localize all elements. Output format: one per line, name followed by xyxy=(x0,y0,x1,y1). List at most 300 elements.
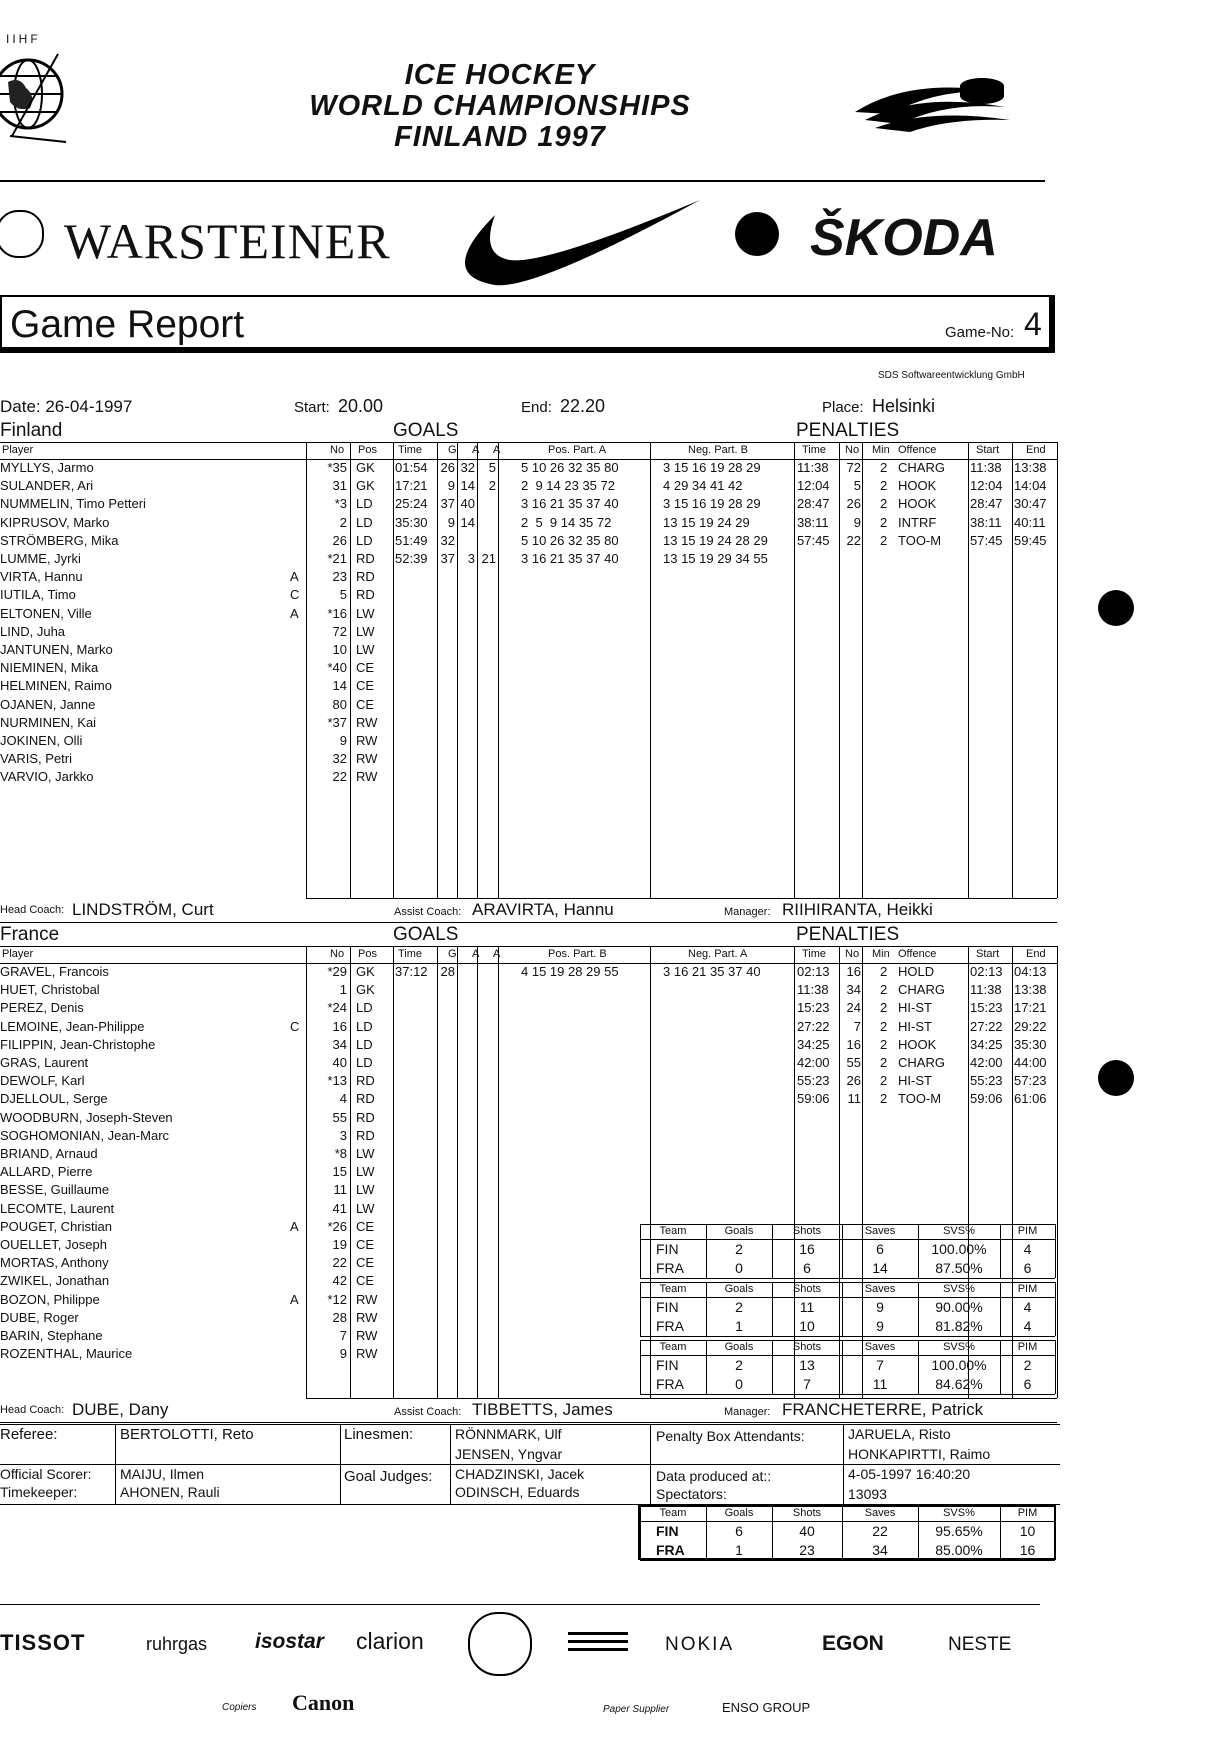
pen-no-col-header: No xyxy=(845,948,860,960)
player-position: LD xyxy=(356,1036,373,1052)
stats-cell: 0 xyxy=(735,1260,743,1276)
penalty-offence: HI-ST xyxy=(898,1000,932,1016)
stats-cell: FIN xyxy=(656,1357,679,1373)
stats-header-cell: Saves xyxy=(864,1507,896,1519)
stats-rule xyxy=(640,1224,1055,1225)
player-number: 3 xyxy=(339,1127,347,1143)
stats-cell: 11 xyxy=(872,1376,888,1392)
stats-header-cell: Saves xyxy=(864,1283,896,1295)
player-position: RD xyxy=(356,1109,375,1125)
player-name: VARIS, Petri xyxy=(0,751,73,767)
player-number: 19 xyxy=(332,1237,347,1252)
player-position: RW xyxy=(356,1346,378,1362)
stats-cell: 23 xyxy=(799,1542,815,1558)
player-name: MYLLYS, Jarmo xyxy=(0,460,94,475)
pos-part-b-header: Pos. Part. B xyxy=(548,948,607,960)
stats-col-divider xyxy=(640,1282,641,1336)
sponsor-isostar: isostar xyxy=(255,1630,324,1653)
penalty-player-no: 72 xyxy=(846,460,861,475)
stats-cell: 16 xyxy=(1019,1542,1036,1558)
player-captain-mark: A xyxy=(290,1218,299,1234)
stats-cell: 13 xyxy=(799,1357,815,1373)
stats-cell: 10 xyxy=(799,1318,815,1334)
section-bottom-rule xyxy=(306,1398,1057,1399)
goal-scorer: 26 xyxy=(440,460,455,475)
player-number: 72 xyxy=(332,623,347,639)
player-number: *29 xyxy=(327,964,347,979)
player-name: OJANEN, Janne xyxy=(0,696,96,712)
penalty-start: 55:23 xyxy=(970,1073,1003,1089)
stats-cell: 2 xyxy=(735,1299,743,1315)
neg-part-a-header: Neg. Part. A xyxy=(688,948,748,960)
column-divider xyxy=(968,442,969,898)
player-number: *21 xyxy=(327,551,347,566)
referee-name: BERTOLOTTI, Reto xyxy=(120,1426,254,1443)
punch-hole-icon xyxy=(1098,1060,1134,1096)
stats-rule xyxy=(640,1340,1055,1341)
penalty-offence: HOOK xyxy=(898,478,937,494)
player-name: NIEMINEN, Mika xyxy=(0,660,99,676)
penalty-player-no: 26 xyxy=(846,1073,861,1089)
player-position: GK xyxy=(356,982,375,998)
a2-col-header: A xyxy=(493,444,501,456)
stats-cell: 9 xyxy=(876,1318,884,1334)
player-name: HUET, Christobal xyxy=(0,982,100,998)
player-number: 16 xyxy=(332,1018,347,1034)
min-col-header: Min xyxy=(872,948,890,960)
officials-mid-rule xyxy=(0,1464,1060,1465)
player-position: RD xyxy=(356,551,375,566)
start-label: Start: xyxy=(294,399,330,416)
team-name: France xyxy=(0,924,60,945)
stats-cell: 0 xyxy=(735,1376,743,1392)
player-name: NURMINEN, Kai xyxy=(0,714,97,730)
goal-pos-players: 2 5 9 14 35 72 xyxy=(521,514,612,530)
penalty-end: 40:11 xyxy=(1014,514,1046,530)
column-divider xyxy=(350,442,351,898)
player-number: 23 xyxy=(332,569,347,585)
stats-rule xyxy=(640,1282,1055,1283)
player-number: *40 xyxy=(327,660,347,676)
goal-assist-2: 2 xyxy=(488,478,496,494)
linesman-2: JENSEN, Yngvar xyxy=(455,1446,563,1462)
penalty-minutes: 2 xyxy=(880,1055,888,1070)
player-name: GRAS, Laurent xyxy=(0,1055,89,1070)
header-rule xyxy=(0,180,1045,182)
goal-time: 51:49 xyxy=(395,532,428,548)
goal-time: 52:39 xyxy=(395,551,428,566)
player-number: 10 xyxy=(332,642,347,657)
team-name: Finland xyxy=(0,420,63,441)
player-position: RD xyxy=(356,587,375,603)
title-line-2: WORLD CHAMPIONSHIPS xyxy=(309,90,691,122)
penalty-time: 55:23 xyxy=(797,1073,830,1089)
stats-col-divider xyxy=(1055,1282,1056,1336)
stats-header-cell: SVS% xyxy=(943,1283,975,1295)
stats-header-cell: SVS% xyxy=(943,1507,975,1519)
column-divider xyxy=(1012,442,1013,898)
penalty-end: 13:38 xyxy=(1014,460,1047,475)
player-name: IUTILA, Timo xyxy=(0,587,76,603)
penalty-time: 12:04 xyxy=(797,478,830,494)
stats-header-cell: Team xyxy=(659,1225,687,1237)
stats-cell: 40 xyxy=(799,1523,815,1539)
pen-no-col-header: No xyxy=(845,444,860,456)
penalty-start: 57:45 xyxy=(970,532,1003,548)
player-position: LW xyxy=(356,605,375,621)
player-position: LD xyxy=(356,1000,373,1016)
penalty-offence: HI-ST xyxy=(898,1073,932,1089)
stats-cell: FRA xyxy=(656,1542,685,1558)
player-position: LW xyxy=(356,623,375,639)
player-position: RW xyxy=(356,1291,378,1307)
player-number: 2 xyxy=(339,514,347,530)
penalty-minutes: 2 xyxy=(880,1036,888,1052)
player-captain-mark: A xyxy=(290,605,299,621)
stats-cell: 7 xyxy=(876,1357,884,1373)
stats-header-cell: Shots xyxy=(792,1283,822,1295)
offence-col-header: Offence xyxy=(898,444,937,456)
penalty-minutes: 2 xyxy=(880,1000,888,1016)
a1-col-header: A xyxy=(472,444,480,456)
penalty-end: 30:47 xyxy=(1014,496,1047,512)
player-number: 22 xyxy=(332,769,347,785)
player-position: CE xyxy=(356,1237,375,1252)
player-name: DEWOLF, Karl xyxy=(0,1073,85,1089)
goal-time: 17:21 xyxy=(395,478,428,494)
g-col-header: G xyxy=(448,444,457,456)
penalty-player-no: 24 xyxy=(846,1000,861,1016)
stats-rule xyxy=(640,1355,1055,1356)
stats-rule xyxy=(640,1297,1055,1298)
player-position: RW xyxy=(356,1309,378,1325)
penalty-start: 38:11 xyxy=(970,514,1002,530)
player-number: 9 xyxy=(339,1346,347,1362)
min-col-header: Min xyxy=(872,444,890,456)
penalty-box-attendant-2: HONKAPIRTTI, Raimo xyxy=(848,1446,991,1462)
player-captain-mark: A xyxy=(290,569,299,585)
player-name: JANTUNEN, Marko xyxy=(0,642,113,657)
player-number: *35 xyxy=(327,460,347,475)
penalty-time: 28:47 xyxy=(797,496,830,512)
player-name: ROZENTHAL, Maurice xyxy=(0,1346,133,1362)
player-number: *13 xyxy=(327,1073,347,1089)
player-captain-mark: C xyxy=(290,587,300,603)
player-position: RD xyxy=(356,1091,375,1107)
player-number: 55 xyxy=(332,1109,347,1125)
timekeeper-label: Timekeeper: xyxy=(0,1484,78,1500)
penalty-offence: HOOK xyxy=(898,1036,937,1052)
goal-assist-2: 5 xyxy=(488,460,496,475)
stats-header-cell: Saves xyxy=(864,1225,896,1237)
stats-header-cell: PIM xyxy=(1017,1507,1038,1519)
penalty-start: 27:22 xyxy=(970,1018,1003,1034)
player-position: RW xyxy=(356,751,378,767)
stats-cell: 87.50% xyxy=(935,1260,983,1276)
penalty-offence: HOOK xyxy=(898,496,937,512)
penalty-time: 57:45 xyxy=(797,532,830,548)
player-number: *37 xyxy=(327,714,347,730)
goal-neg-players: 13 15 19 29 34 55 xyxy=(663,551,768,566)
penalty-offence: TOO-M xyxy=(898,532,942,548)
penalty-time: 11:38 xyxy=(797,982,829,998)
end-col-header: End xyxy=(1026,948,1046,960)
player-name: ALLARD, Pierre xyxy=(0,1164,93,1180)
player-name: PEREZ, Denis xyxy=(0,1000,84,1016)
penalty-end: 59:45 xyxy=(1014,532,1047,548)
stats-cell: 95.65% xyxy=(935,1523,983,1539)
penalty-player-no: 22 xyxy=(846,532,861,548)
goal-assist-1: 40 xyxy=(460,496,475,512)
penalty-player-no: 26 xyxy=(846,496,861,512)
stats-header-cell: Shots xyxy=(792,1341,822,1353)
section-top-rule xyxy=(0,946,1057,947)
penalty-minutes: 2 xyxy=(880,478,888,494)
penalty-offence: CHARG xyxy=(898,982,945,998)
sponsor-nokia: NOKIA xyxy=(665,1634,735,1655)
penalty-minutes: 2 xyxy=(880,1091,888,1107)
stats-col-divider xyxy=(640,1340,641,1394)
penalty-start: 28:47 xyxy=(970,496,1003,512)
player-number: *3 xyxy=(334,496,347,512)
total-stats-border xyxy=(638,1504,1056,1560)
stats-header-cell: Saves xyxy=(864,1341,896,1353)
goal-pos-players: 5 10 26 32 35 80 xyxy=(521,532,619,548)
player-number: 28 xyxy=(332,1309,347,1325)
place-label: Place: xyxy=(822,399,864,416)
goal-pos-players: 5 10 26 32 35 80 xyxy=(521,460,619,475)
assist-coach-name: ARAVIRTA, Hannu xyxy=(472,900,614,919)
linesmen-label: Linesmen: xyxy=(344,1426,414,1443)
player-number: *8 xyxy=(334,1146,347,1161)
stats-cell: 85.00% xyxy=(935,1542,983,1558)
goal-time: 37:12 xyxy=(395,964,428,979)
hockey-emblem-icon xyxy=(468,1612,532,1676)
neg-part-b-header: Neg. Part. B xyxy=(688,444,748,456)
time-col-header: Time xyxy=(398,444,423,456)
stats-rule xyxy=(640,1394,1055,1395)
stats-header-cell: Goals xyxy=(724,1283,754,1295)
pos-col-header: Pos xyxy=(358,948,377,960)
assist-coach-name: TIBBETTS, James xyxy=(472,1400,613,1419)
column-divider xyxy=(393,946,394,1398)
goal-scorer: 37 xyxy=(440,496,455,512)
referee-label: Referee: xyxy=(0,1426,58,1443)
end-col-header: End xyxy=(1026,444,1046,456)
penalty-time: 34:25 xyxy=(797,1036,830,1052)
column-divider xyxy=(650,442,651,898)
penalty-end: 44:00 xyxy=(1014,1055,1047,1070)
stats-cell: 6 xyxy=(876,1241,884,1257)
start-time: 20.00 xyxy=(338,396,384,416)
goal-assist-1: 32 xyxy=(460,460,475,475)
penalty-minutes: 2 xyxy=(880,1073,888,1089)
goal-pos-players: 4 15 19 28 29 55 xyxy=(521,964,619,979)
player-position: LD xyxy=(356,514,373,530)
player-name: STRÖMBERG, Mika xyxy=(0,532,119,548)
penalties-heading: PENALTIES xyxy=(796,924,900,945)
stats-cell: 4 xyxy=(1023,1241,1032,1257)
software-credit: SDS Softwareentwicklung GmbH xyxy=(878,370,1025,381)
player-position: RD xyxy=(356,569,375,585)
player-name: FILIPPIN, Jean-Christophe xyxy=(0,1036,156,1052)
goal-assist-1: 3 xyxy=(467,551,475,566)
player-name: LECOMTE, Laurent xyxy=(0,1200,115,1216)
head-coach-label: Head Coach: xyxy=(0,904,65,916)
puck-logo xyxy=(850,72,1020,147)
player-name: WOODBURN, Joseph-Steven xyxy=(0,1109,173,1125)
penalty-minutes: 2 xyxy=(880,982,888,998)
stats-header-cell: Shots xyxy=(792,1225,822,1237)
player-position: RW xyxy=(356,1328,378,1343)
penalty-offence: INTRF xyxy=(898,514,937,530)
player-position: CE xyxy=(356,1218,375,1234)
stats-cell: 10 xyxy=(1019,1523,1036,1539)
head-coach-name: LINDSTRÖM, Curt xyxy=(72,900,214,919)
data-produced-value: 4-05-1997 16:40:20 xyxy=(848,1466,971,1482)
goal-judge-2: ODINSCH, Eduards xyxy=(455,1484,580,1500)
column-divider xyxy=(477,442,478,898)
column-divider xyxy=(1057,946,1058,1398)
stats-cell: 1 xyxy=(735,1318,743,1334)
penalty-minutes: 2 xyxy=(880,496,888,512)
penalty-offence: CHARG xyxy=(898,1055,945,1070)
player-name: ZWIKEL, Jonathan xyxy=(0,1273,110,1289)
player-name: NUMMELIN, Timo Petteri xyxy=(0,496,146,512)
data-produced-label: Data produced at:: xyxy=(656,1468,772,1484)
player-name: BARIN, Stephane xyxy=(0,1328,103,1343)
stats-header-cell: PIM xyxy=(1017,1341,1038,1353)
penalty-offence: HI-ST xyxy=(898,1018,932,1034)
player-position: RW xyxy=(356,733,378,748)
stats-cell: 2 xyxy=(1023,1357,1032,1373)
penalty-offence: CHARG xyxy=(898,460,945,475)
stats-cell: FIN xyxy=(656,1523,679,1539)
column-divider xyxy=(498,442,499,898)
globe-icon xyxy=(0,46,70,146)
player-number: *26 xyxy=(327,1218,347,1234)
penalty-end: 35:30 xyxy=(1014,1036,1047,1052)
column-divider xyxy=(650,946,651,1398)
start-col-header: Start xyxy=(976,444,1000,456)
no-col-header: No xyxy=(330,948,345,960)
stats-cell: 14 xyxy=(872,1260,888,1276)
player-name: BOZON, Philippe xyxy=(0,1291,100,1307)
penalty-start: 02:13 xyxy=(970,964,1003,979)
penalty-end: 13:38 xyxy=(1014,982,1047,998)
goals-heading: GOALS xyxy=(393,420,459,441)
scorer-label: Official Scorer: xyxy=(0,1466,92,1482)
player-name: SOGHOMONIAN, Jean-Marc xyxy=(0,1127,170,1143)
penalty-minutes: 2 xyxy=(880,514,888,530)
stats-header-cell: Goals xyxy=(724,1507,754,1519)
player-col-header: Player xyxy=(2,444,34,456)
penalty-minutes: 2 xyxy=(880,532,888,548)
penalty-time: 59:06 xyxy=(797,1091,830,1107)
sponsor-egon: EGON xyxy=(822,1632,884,1655)
player-position: CE xyxy=(356,1255,375,1271)
section-top-rule xyxy=(0,442,1057,443)
section-bottom-rule xyxy=(306,898,1057,899)
player-number: 34 xyxy=(332,1036,347,1052)
footer-rule xyxy=(0,1604,1040,1605)
goal-neg-players: 13 15 19 24 29 xyxy=(663,514,750,530)
manager-name: FRANCHETERRE, Patrick xyxy=(782,1400,984,1419)
stats-header-cell: Team xyxy=(659,1507,687,1519)
stats-rule xyxy=(640,1278,1055,1279)
offence-col-header: Offence xyxy=(898,948,937,960)
skoda-badge-icon xyxy=(735,212,779,256)
penalty-time: 11:38 xyxy=(797,460,829,475)
penalty-end: 61:06 xyxy=(1014,1091,1047,1107)
stats-header-cell: SVS% xyxy=(943,1341,975,1353)
no-col-header: No xyxy=(330,444,345,456)
player-position: LD xyxy=(356,532,373,548)
goal-assist-2: 21 xyxy=(481,551,496,566)
penalty-player-no: 9 xyxy=(853,514,861,530)
player-name: DUBE, Roger xyxy=(0,1309,79,1325)
column-divider xyxy=(1057,442,1058,898)
puck-icon xyxy=(850,72,1020,142)
goals-heading: GOALS xyxy=(393,924,459,945)
swoosh-icon xyxy=(455,195,705,295)
goal-scorer: 9 xyxy=(447,478,455,494)
stats-rule xyxy=(640,1239,1055,1240)
player-position: LW xyxy=(356,1182,375,1198)
penalty-start: 42:00 xyxy=(970,1055,1003,1070)
place-value: Helsinki xyxy=(872,396,936,416)
column-divider xyxy=(437,946,438,1398)
penalty-minutes: 2 xyxy=(880,964,888,979)
stats-cell: 100.00% xyxy=(931,1357,987,1373)
penalty-start: 15:23 xyxy=(970,1000,1003,1016)
sponsor-ruhrgas: ruhrgas xyxy=(146,1634,208,1654)
goal-assist-1: 14 xyxy=(460,478,475,494)
game-date: Date: 26-04-1997 xyxy=(0,397,133,416)
goal-time: 25:24 xyxy=(395,496,428,512)
player-name: HELMINEN, Raimo xyxy=(0,678,112,694)
player-position: GK xyxy=(356,460,375,475)
player-col-header: Player xyxy=(2,948,34,960)
penalty-end: 57:23 xyxy=(1014,1073,1047,1089)
stats-cell: 16 xyxy=(799,1241,815,1257)
penalty-time: 15:23 xyxy=(797,1000,830,1016)
column-divider xyxy=(477,946,478,1398)
head-coach-label: Head Coach: xyxy=(0,1404,65,1416)
player-number: 80 xyxy=(332,696,347,712)
player-name: ELTONEN, Ville xyxy=(0,605,92,621)
player-position: LD xyxy=(356,1055,373,1070)
punch-hole-icon xyxy=(1098,590,1134,626)
penalty-offence: HOLD xyxy=(898,964,935,979)
stats-header-cell: PIM xyxy=(1017,1225,1038,1237)
penalty-start: 34:25 xyxy=(970,1036,1003,1052)
player-position: CE xyxy=(356,696,375,712)
penalty-end: 04:13 xyxy=(1014,964,1047,979)
player-number: 42 xyxy=(332,1273,347,1289)
player-name: LUMME, Jyrki xyxy=(0,551,81,566)
stats-header-cell: Team xyxy=(659,1341,687,1353)
player-number: 31 xyxy=(332,478,347,494)
goal-pos-players: 3 16 21 35 37 40 xyxy=(521,496,619,512)
column-divider xyxy=(306,442,307,898)
end-time: 22.20 xyxy=(560,396,606,416)
player-number: 32 xyxy=(332,751,347,767)
assist-coach-label: Assist Coach: xyxy=(394,906,462,918)
stats-cell: 1 xyxy=(735,1542,743,1558)
stats-cell: 22 xyxy=(872,1523,888,1539)
penalty-end: 29:22 xyxy=(1014,1018,1047,1034)
